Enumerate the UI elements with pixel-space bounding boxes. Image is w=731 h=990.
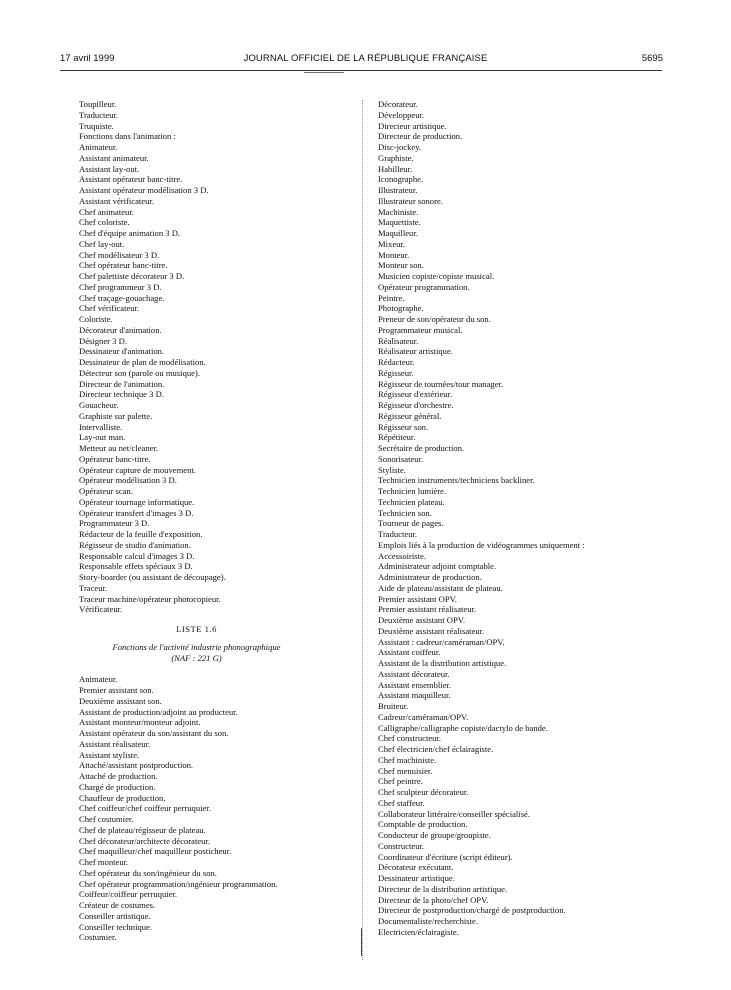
list-item: Chef monteur. <box>79 857 129 867</box>
list-title: LISTE 1.6 <box>176 624 217 634</box>
list-item: Peintre. <box>378 292 405 303</box>
list-item: Deuxième assistant réalisateur. <box>378 625 485 636</box>
list-item: Technicien son. <box>378 507 432 518</box>
list-item: Musicien copiste/copiste musical. <box>378 271 495 281</box>
list-item: Preneur de son/opérateur du son. <box>378 314 491 324</box>
right-column <box>378 99 668 938</box>
list-item: Assistant monteur/monteur adjoint. <box>79 717 201 728</box>
list-item: Chef lay-out. <box>79 238 125 249</box>
list-item: Chef opérateur programmation/ingénieur programmation. <box>79 878 278 889</box>
list-item: Assistant animateur. <box>79 152 149 163</box>
list-item: Assistant décorateur. <box>378 668 450 679</box>
list-item: Intervalliste. <box>79 421 123 432</box>
list-item: Chef menuisier. <box>378 765 433 776</box>
list-item: Conseiller artistique. <box>79 910 151 921</box>
list-item: Administrateur de production. <box>378 572 482 582</box>
list-item: Chef opérateur banc-titre. <box>79 260 168 271</box>
list-item: Opérateur programmation. <box>378 281 470 292</box>
list-item: Opérateur scan. <box>79 486 133 496</box>
list-item: Chef traçage-gouachage. <box>79 292 165 303</box>
list-item: Assistant de la distribution artistique. <box>378 658 507 668</box>
list-item: Traducteur. <box>79 109 119 120</box>
list-item: Animateur. <box>79 142 118 152</box>
list-item: Traducteur. <box>378 529 418 539</box>
left-list-before <box>79 99 354 615</box>
list-item: Chef maquilleur/chef maquilleur posticheur. <box>79 846 232 857</box>
list-item: Coordinateur d'écriture (script éditeur). <box>378 851 513 862</box>
list-item: Assistant de production/adjoint au producteur. <box>79 706 238 717</box>
list-item: Fonctions dans l'animation : <box>79 131 176 142</box>
list-item: Aide de plateau/assistant de plateau. <box>378 582 503 593</box>
list-item: Chef décorateur/architecte décorateur. <box>79 835 210 846</box>
list-item: Dessinateur d'animation. <box>79 346 165 357</box>
list-item: Chef sculpteur décorateur. <box>378 787 469 797</box>
list-item: Costumier. <box>79 932 117 943</box>
list-item: Vérificateur. <box>79 604 123 615</box>
list-item: Directeur technique 3 D. <box>79 389 164 400</box>
list-item: Directeur de la photo/chef OPV. <box>378 894 489 905</box>
list-item: Tourneur de pages. <box>378 518 444 529</box>
header-title: JOURNAL OFFICIEL DE LA RÉPUBLIQUE FRANÇAISE <box>243 53 488 64</box>
list-item: Décorateur exécutant. <box>378 862 454 873</box>
list-item: Chef programmeur 3 D. <box>79 281 162 292</box>
list-item: Metteur au net/cleaner. <box>79 443 158 453</box>
list-item: Graphiste. <box>378 152 414 163</box>
list-item: Désigner 3 D. <box>79 335 127 346</box>
list-subtitle-code: (NAF : 221 G) <box>171 652 222 663</box>
list-item: Assistant : cadreur/caméraman/OPV. <box>378 636 505 647</box>
list-item: Chef constructeur. <box>378 733 442 744</box>
list-item: Dessinateur artistique. <box>378 873 455 883</box>
list-item: Régisseur général. <box>378 410 442 421</box>
list-item: Chef coiffeur/chef coiffeur perruquier. <box>79 803 211 814</box>
list-item: Chef opérateur du son/ingénieur du son. <box>79 867 217 878</box>
list-item: Assistant vérificateur. <box>79 195 154 206</box>
list-item: Deuxième assistant OPV. <box>378 615 465 625</box>
list-item: Responsable effets spéciaux 3 D. <box>79 561 193 572</box>
list-item: Assistant réalisateur. <box>79 738 151 749</box>
list-item: Chargé de production. <box>79 781 156 792</box>
list-item: Assistant lay-out. <box>79 163 140 174</box>
list-item: Traceur machine/opérateur photocopieur. <box>79 593 221 604</box>
list-item: Chauffeur de production. <box>79 792 166 803</box>
list-item: Régisseur de studio d'animation. <box>79 539 191 550</box>
list-item: Directeur de l'animation. <box>79 378 165 389</box>
list-item: Régisseur de tournées/tour manager. <box>378 378 504 389</box>
right-list <box>378 99 668 938</box>
list-item: Décorateur d'animation. <box>79 324 162 335</box>
list-item: Disc-jockey. <box>378 142 422 152</box>
list-subtitle: Fonctions de l'activité industrie phonographique <box>112 641 281 652</box>
list-item: Programmateur musical. <box>378 324 463 335</box>
list-item: Rédacteur. <box>378 357 415 367</box>
column-divider-bar <box>361 928 362 956</box>
list-item: Illustrateur. <box>378 185 418 195</box>
list-item: Calligraphe/calligraphe copiste/dactylo de bande. <box>378 722 548 733</box>
list-item: Chef modélisateur 3 D. <box>79 249 160 260</box>
list-item: Documentaliste/recherchiste. <box>378 916 478 926</box>
list-item: Assistant styliste. <box>79 749 140 760</box>
list-item: Story-boarder (ou assistant de découpage). <box>79 572 226 582</box>
list-item: Réalisateur. <box>378 335 419 346</box>
list-item: Chef staffeur. <box>378 797 425 808</box>
list-item: Conducteur de groupe/groupiste. <box>378 830 491 840</box>
list-item: Chef de plateau/régisseur de plateau. <box>79 824 206 835</box>
list-item: Assistant ensemblier. <box>378 679 452 690</box>
list-item: Photographe. <box>378 303 424 314</box>
list-item: Chef coloriste. <box>79 217 130 228</box>
list-item: Chef électricien/chef éclairagiste. <box>378 744 494 754</box>
list-item: Toupilleur. <box>79 99 117 109</box>
list-item: Opérateur modélisation 3 D. <box>79 475 177 486</box>
list-item: Animateur. <box>79 674 118 685</box>
list-item: Régisseur. <box>378 367 414 378</box>
list-item: Responsable calcul d'images 3 D. <box>79 550 195 561</box>
list-item: Directeur artistique. <box>378 120 447 131</box>
list-item: Illustrateur sonore. <box>378 195 443 206</box>
list-item: Créateur de costumes. <box>79 900 156 910</box>
list-item: Technicien lumière. <box>378 486 447 496</box>
list-item: Coloriste. <box>79 314 113 324</box>
list-item: Directeur de production. <box>378 131 463 142</box>
list-item: Machiniste. <box>378 206 419 217</box>
list-item: Premier assistant OPV. <box>378 593 457 604</box>
list-item: Habilleur. <box>378 163 413 174</box>
list-item: Iconographe. <box>378 174 424 185</box>
left-column <box>79 99 354 943</box>
header-date: 17 avril 1999 <box>60 53 115 64</box>
list-item: Chef machiniste. <box>378 754 437 765</box>
list-item: Régisseur son. <box>378 421 429 432</box>
list-item: Maquettiste. <box>378 217 421 228</box>
list-item: Régisseur d'orchestre. <box>378 400 454 410</box>
list-item: Assistant maquilleur. <box>378 690 451 701</box>
list-item: Premier assistant son. <box>79 685 154 695</box>
list-item: Assistant opérateur banc-titre. <box>79 174 183 185</box>
list-item: Assistant opérateur du son/assistant du son. <box>79 728 229 738</box>
list-item: Opérateur capture de mouvement. <box>79 464 196 475</box>
list-item: Maquilleur. <box>378 228 418 238</box>
list-item: Attaché de production. <box>79 771 158 781</box>
list-item: Constructeur. <box>378 840 425 851</box>
list-item: Chef vérificateur. <box>79 303 140 314</box>
list-item: Chef animateur. <box>79 206 134 217</box>
list-item: Electricien/éclairagiste. <box>378 926 459 937</box>
list-item: Opérateur tournage informatique. <box>79 496 195 507</box>
list-item: Premier assistant réalisateur. <box>378 604 477 615</box>
list-item: Directeur de postproduction/chargé de postproduction. <box>378 905 566 916</box>
page-header <box>0 0 731 70</box>
list-item: Mixeur. <box>378 238 405 249</box>
list-item: Décorateur. <box>378 99 418 109</box>
list-item: Technicien instruments/techniciens backliner. <box>378 475 535 486</box>
list-item: Chef palettiste décorateur 3 D. <box>79 271 185 281</box>
list-item: Administrateur adjoint comptable. <box>378 561 497 572</box>
list-item: Bruiteur. <box>378 701 409 711</box>
list-item: Styliste. <box>378 464 406 475</box>
header-rule-mark <box>304 72 344 73</box>
left-list-after <box>79 674 354 943</box>
list-item: Secrétaire de production. <box>378 443 465 453</box>
list-item: Traceur. <box>79 582 108 593</box>
list-item: Directeur de la distribution artistique. <box>378 883 508 894</box>
list-item: Opérateur transfert d'images 3 D. <box>79 507 194 518</box>
list-item: Monteur. <box>378 249 410 260</box>
list-item: Programmateur 3 D. <box>79 518 150 529</box>
list-item: Assistant coiffeur. <box>378 647 441 658</box>
list-item: Technicien plateau. <box>378 496 445 507</box>
list-item: Dessinateur de plan de modélisation. <box>79 357 206 367</box>
list-item: Chef d'équipe animation 3 D. <box>79 228 181 238</box>
list-item: Coiffeur/coiffeur perruquier. <box>79 889 177 900</box>
list-item: Deuxième assistant son. <box>79 695 162 706</box>
list-item: Monteur son. <box>378 260 424 271</box>
column-divider <box>362 100 363 960</box>
list-item: Attaché/assistant postproduction. <box>79 760 194 771</box>
list-item: Répétiteur. <box>378 432 416 443</box>
list-item: Gouacheur. <box>79 400 119 410</box>
list-item: Réalisateur artistique. <box>378 346 453 357</box>
list-item: Accessoiriste. <box>378 550 426 561</box>
list-item: Comptable de production. <box>378 819 468 830</box>
list-item: Régisseur d'extérieur. <box>378 389 453 400</box>
list-item: Lay-out man. <box>79 432 126 443</box>
list-item: Conseiller technique. <box>79 921 153 932</box>
list-item: Rédacteur de la feuille d'exposition. <box>79 529 203 539</box>
list-item: Emplois liés à la production de vidéogrammes uniquement : <box>378 539 585 550</box>
list-item: Collaborateur littéraire/conseiller spécialisé. <box>378 808 530 819</box>
list-item: Truquiste. <box>79 120 114 131</box>
list-item: Assistant opérateur modélisation 3 D. <box>79 185 209 195</box>
list-item: Sonorisateur. <box>378 453 424 464</box>
list-item: Développeur. <box>378 109 425 120</box>
header-rule <box>60 70 662 71</box>
list-item: Chef costumier. <box>79 814 134 824</box>
list-item: Graphiste sur palette. <box>79 410 153 421</box>
header-page-number: 5695 <box>641 53 663 64</box>
list-item: Opérateur banc-titre. <box>79 453 151 464</box>
list-item: Détecteur son (parole ou musique). <box>79 367 200 378</box>
list-item: Cadreur/caméraman/OPV. <box>378 711 469 722</box>
list-item: Chef peintre. <box>378 776 423 787</box>
